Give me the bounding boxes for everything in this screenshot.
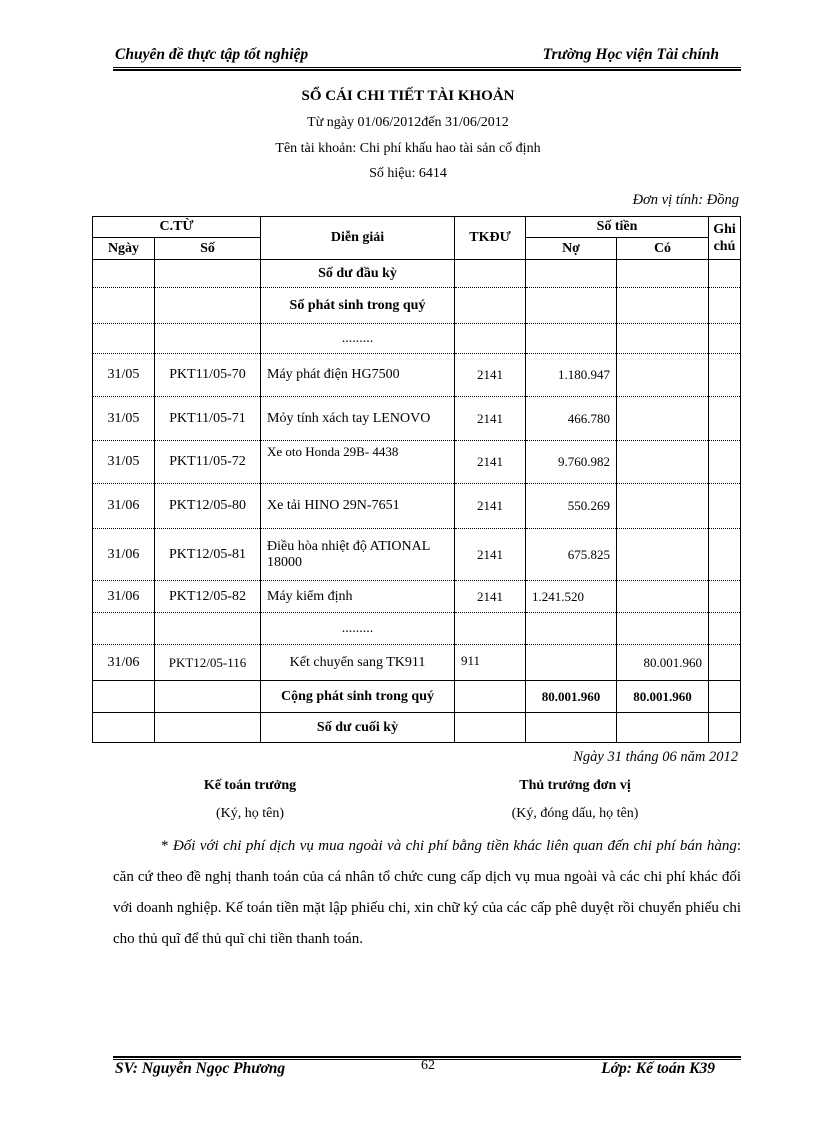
ellipsis: ......... <box>261 324 455 354</box>
row-voucher: PKT12/05-82 <box>155 581 261 613</box>
body-paragraph <box>113 831 741 955</box>
row-counter-account: 2141 <box>455 397 526 441</box>
period-activity-row <box>93 288 741 324</box>
chief-accountant-title: Kế toán trưởng <box>203 778 297 793</box>
opening-balance-row <box>93 260 741 288</box>
row-date: 31/05 <box>93 441 155 484</box>
row-date: 31/06 <box>93 645 155 681</box>
row-credit <box>617 581 709 613</box>
row-debit: 466.780 <box>526 397 617 441</box>
signature-date: Ngày 31 tháng 06 năm 2012 <box>573 749 738 765</box>
col-date: Ngày <box>93 238 155 260</box>
col-debit: Nợ <box>526 238 617 260</box>
chief-accountant-note: (Ký, họ tên) <box>215 806 285 821</box>
header-left: Chuyên đề thực tập tốt nghiệp <box>115 46 309 63</box>
transfer-row <box>93 645 741 681</box>
row-voucher: PKT11/05-72 <box>155 441 261 484</box>
closing-balance-label: Số dư cuối kỳ <box>261 713 455 743</box>
row-debit: 675.825 <box>526 529 617 581</box>
table-row <box>93 397 741 441</box>
row-debit <box>526 645 617 681</box>
row-credit: 80.001.960 <box>617 645 709 681</box>
row-credit <box>617 484 709 529</box>
row-counter-account: 2141 <box>455 581 526 613</box>
row-description: Xe tải HINO 29N-7651 <box>261 484 455 529</box>
col-amount-group: Số tiền <box>526 217 709 238</box>
row-description: Máy kiểm định <box>261 581 455 613</box>
header-rule <box>113 67 741 68</box>
col-description: Diễn giải <box>261 217 455 260</box>
director-note: (Ký, đóng dấu, họ tên) <box>511 806 639 821</box>
row-debit: 550.269 <box>526 484 617 529</box>
footer-class: Lớp: Kế toán K39 <box>601 1060 715 1077</box>
row-counter-account: 2141 <box>455 354 526 397</box>
ellipsis-row <box>93 613 741 645</box>
table-row <box>93 354 741 397</box>
account-number: Số hiệu: 6414 <box>369 166 447 181</box>
col-voucher-group: C.TỪ <box>93 217 261 238</box>
row-counter-account: 2141 <box>455 441 526 484</box>
row-date: 31/06 <box>93 581 155 613</box>
row-voucher: PKT11/05-71 <box>155 397 261 441</box>
table-row <box>93 581 741 613</box>
table-row <box>93 484 741 529</box>
ellipsis: ......... <box>261 613 455 645</box>
row-description: Xe oto Honda 29B- 4438 <box>261 441 455 484</box>
row-description: Điều hòa nhiệt độ ATIONAL 18000 <box>261 529 455 581</box>
total-credit: 80.001.960 <box>617 681 709 713</box>
row-voucher: PKT12/05-80 <box>155 484 261 529</box>
row-debit: 1.180.947 <box>526 354 617 397</box>
table-row <box>93 441 741 484</box>
col-credit: Có <box>617 238 709 260</box>
director-title: Thủ trưởng đơn vị <box>519 778 631 793</box>
period-activity-label: Số phát sinh trong quý <box>261 288 455 324</box>
page-number: 62 <box>421 1058 435 1073</box>
closing-balance-row <box>93 713 741 743</box>
row-credit <box>617 397 709 441</box>
col-counter-account: TKĐƯ <box>455 217 526 260</box>
row-description: Kết chuyển sang TK911 <box>261 645 455 681</box>
date-range: Từ ngày 01/06/2012đến 31/06/2012 <box>307 115 509 130</box>
row-debit: 1.241.520 <box>526 581 617 613</box>
row-voucher: PKT12/05-116 <box>155 645 261 681</box>
paragraph-italic: Đối với chi phí dịch vụ mua ngoài và chi phí bằng tiền khác liên quan đến chi phí bán hàng <box>172 838 737 854</box>
header-right: Trường Học viện Tài chính <box>542 46 719 63</box>
page-header <box>113 46 741 68</box>
total-row <box>93 681 741 713</box>
col-notes: Ghi chú <box>709 217 741 260</box>
currency-unit: Đơn vị tính: Đồng <box>632 192 739 208</box>
ellipsis-row <box>93 324 741 354</box>
row-counter-account: 2141 <box>455 529 526 581</box>
row-counter-account: 911 <box>455 645 526 681</box>
ledger-title: SỔ CÁI CHI TIẾT TÀI KHOẢN <box>301 88 515 104</box>
ledger-table <box>92 216 741 743</box>
total-debit: 80.001.960 <box>526 681 617 713</box>
row-date: 31/06 <box>93 529 155 581</box>
row-date: 31/05 <box>93 397 155 441</box>
row-date: 31/06 <box>93 484 155 529</box>
row-credit <box>617 529 709 581</box>
col-voucher-no: Số <box>155 238 261 260</box>
row-voucher: PKT11/05-70 <box>155 354 261 397</box>
paragraph-text: : căn cứ theo đề nghị thanh toán của cá nhân tổ chức cung cấp dịch vụ mua ngoài và các chi phí khác đối với doanh nghiệp. Kế toán tiền mặt lập phiếu chi, xin chữ ký của các cấp phê duyệt rồi chuyển phiếu chi cho thủ quĩ để thủ quĩ chi tiền thanh toán. <box>113 838 741 947</box>
header-rule-thick <box>113 69 741 71</box>
opening-balance-label: Số dư đầu kỳ <box>261 260 455 288</box>
row-voucher: PKT12/05-81 <box>155 529 261 581</box>
total-label: Cộng phát sinh trong quý <box>261 681 455 713</box>
row-description: Mỏy tính xách tay LENOVO <box>261 397 455 441</box>
paragraph-lead: * <box>161 838 173 854</box>
row-credit <box>617 354 709 397</box>
row-date: 31/05 <box>93 354 155 397</box>
row-debit: 9.760.982 <box>526 441 617 484</box>
row-credit <box>617 441 709 484</box>
account-name: Tên tài khoản: Chi phí khấu hao tài sản cố định <box>275 141 541 156</box>
row-counter-account: 2141 <box>455 484 526 529</box>
header-row-1 <box>93 217 741 238</box>
table-row <box>93 529 741 581</box>
row-description: Máy phát điện HG7500 <box>261 354 455 397</box>
footer-student: SV: Nguyễn Ngọc Phương <box>115 1060 286 1077</box>
